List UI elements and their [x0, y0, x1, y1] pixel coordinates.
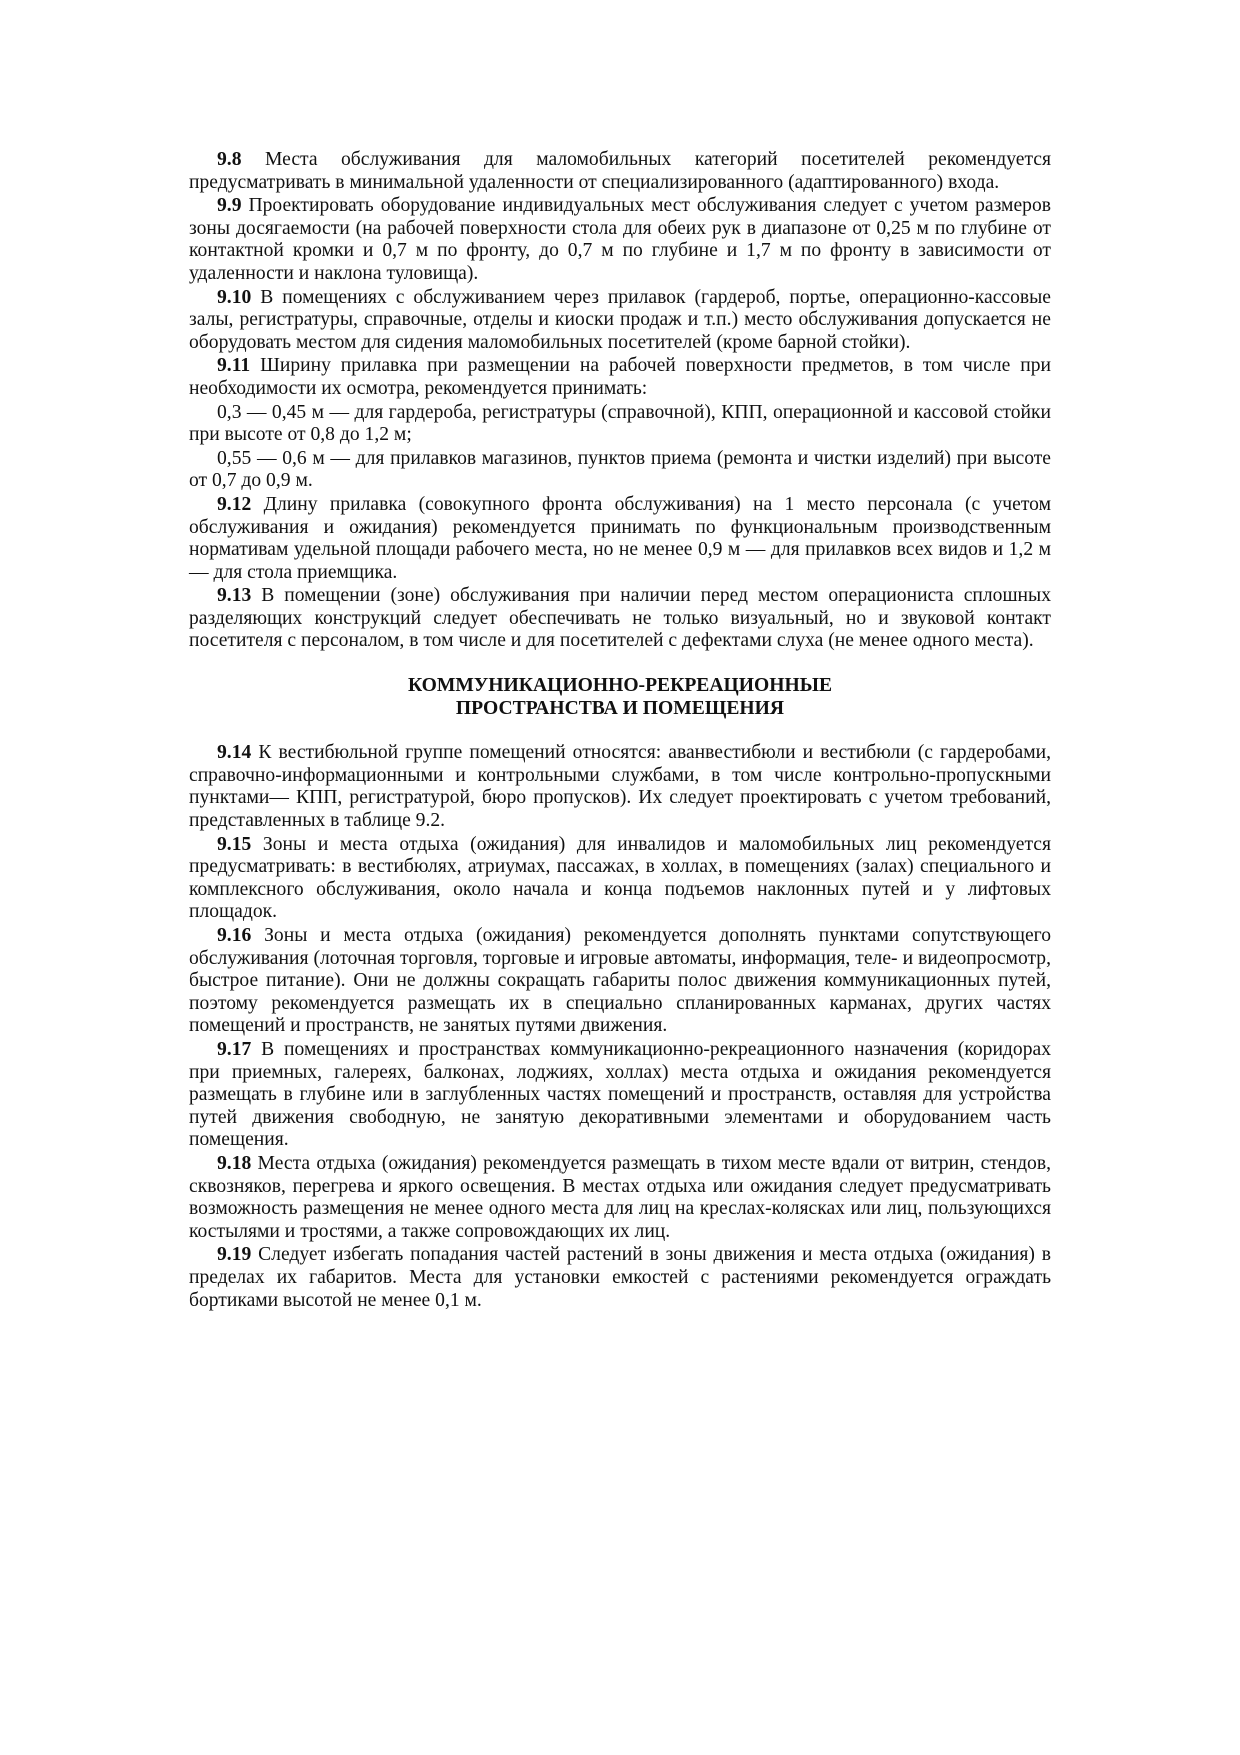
clause-text: Следует избегать попадания частей растений в зоны движения и места отдыха (ожидания) в пределах их габаритов. Места для установки емкостей с растениями рекомендуется ограждать бортиками высотой не менее 0,1 м.: [189, 1244, 1051, 1311]
clause-text: Проектировать оборудование индивидуальных мест обслуживания следует с учетом размеров зоны досягаемости (на рабочей поверхности стола для обеих рук в диапазоне от 0,25 м по глубине от контактной кромки и 0,7 м по фронту, до 0,7 м по глубине и 1,7 м по фронту в зависимости от удаленности и наклона туловища).: [189, 195, 1051, 284]
clause-number: 9.14: [217, 742, 252, 764]
paragraph-9-8: [189, 149, 1051, 194]
section-spacer: [189, 654, 1051, 675]
clause-text: В помещениях с обслуживанием через прилавок (гардероб, портье, операционно-кассовые залы, регистратуры, справочные, отделы и киоски продаж и т.п.) место обслуживания допускается не оборудовать местом для сидения маломобильных посетителей (кроме барной стойки).: [189, 286, 1051, 353]
section-heading-line-2: ПРОСТРАНСТВА И ПОМЕЩЕНИЯ: [455, 697, 785, 719]
clause-text: Длину прилавка (совокупного фронта обслуживания) на 1 место персонала (с учетом обслуживания и ожидания) рекомендуется принимать по функциональным производственным нормативам удельной площади рабочего места, но не менее 0,9 м — для прилавков всех видов и 1,2 м — для стола приемщика.: [189, 493, 1051, 583]
paragraph-9-16: [189, 925, 1051, 1038]
paragraph-9-12: [189, 494, 1051, 584]
paragraph-9-13: [189, 585, 1051, 653]
paragraph-9-15: [189, 834, 1051, 924]
paragraph-9-9: [189, 195, 1051, 285]
clause-number: 9.12: [217, 493, 252, 515]
clause-text: Места отдыха (ожидания) рекомендуется размещать в тихом месте вдали от витрин, стендов, сквозняков, перегрева и яркого освещения. В местах отдыха или ожидания следует предусматривать возможность размещения не менее одного места для лиц на креслах-колясках или лиц, пользующихся костылями и тростями, а также сопровождающих их лиц.: [189, 1152, 1051, 1242]
clause-text: Зоны и места отдыха (ожидания) для инвалидов и маломобильных лиц рекомендуется предусматривать: в вестибюлях, атриумах, пассажах, в холлах, в помещениях (залах) специального и комплексного обслуживания, около начала и конца подъемов наклонных путей и у лифтовых площадок.: [189, 833, 1051, 923]
clause-number: 9.18: [217, 1152, 252, 1174]
section-spacer: [189, 720, 1051, 742]
clause-number: 9.11: [217, 355, 251, 377]
clause-number: 9.9: [217, 195, 242, 217]
clause-number: 9.15: [217, 833, 252, 855]
clause-text: В помещении (зоне) обслуживания при наличии перед местом операциониста сплошных разделяющих конструкций следует обеспечивать не только визуальный, но и звуковой контакт посетителя с персоналом, в том числе и для посетителей с дефектами слуха (не менее одного места).: [189, 585, 1051, 652]
clause-text: 0,3 — 0,45 м — для гардероба, регистратуры (справочной), КПП, операционной и кассовой стойки при высоте от 0,8 до 1,2 м;: [189, 401, 1051, 446]
paragraph-9-17: [189, 1039, 1051, 1152]
clause-text: К вестибюльной группе помещений относятся: аванвестибюли и вестибюли (с гардеробами, справочно-информационными и контрольными службами, в том числе контрольно-пропускными пунктами— КПП, регистратурой, бюро пропусков). Их следует проектировать с учетом требований, представленных в таблице 9.2.: [189, 742, 1051, 832]
paragraph-9-11-item-2: [189, 448, 1051, 493]
clause-text: В помещениях и пространствах коммуникационно-рекреационного назначения (коридорах при приемных, галереях, балконах, лоджиях, холлах) места отдыха и ожидания рекомендуется размещать в глубине или в заглубленных частях помещений и пространств, оставляя для устройства путей движения свободную, не занятую декоративными элементами и оборудованием часть помещения.: [189, 1038, 1051, 1151]
clause-number: 9.13: [217, 585, 252, 607]
paragraph-9-14: [189, 742, 1051, 832]
section-heading-line-1: КОММУНИКАЦИОННО-РЕКРЕАЦИОННЫЕ: [407, 675, 833, 697]
clause-number: 9.16: [217, 925, 252, 946]
clause-text: Зоны и места отдыха (ожидания) рекомендуется дополнять пунктами сопутствующего обслуживания (лоточная торговля, торговые и игровые автоматы, информация, теле- и видеопросмотр, быстрое питание). Они не должны сокращать габариты полос движения коммуникационных путей, поэтому рекомендуется размещать их в специально спланированных карманах, других частях помещений и пространств, не занятых путями движения.: [189, 925, 1051, 1037]
paragraph-9-11: [189, 355, 1051, 400]
clause-number: 9.19: [217, 1244, 252, 1266]
paragraph-9-18: [189, 1153, 1051, 1243]
clause-number: 9.8: [217, 149, 242, 170]
clause-text: Места обслуживания для маломобильных категорий посетителей рекомендуется предусматривать в минимальной удаленности от специализированного (адаптированного) входа.: [189, 149, 1051, 193]
paragraph-9-19: [189, 1244, 1051, 1312]
clause-number: 9.10: [217, 286, 252, 308]
paragraph-9-11-item-1: [189, 402, 1051, 447]
clause-text: 0,55 — 0,6 м — для прилавков магазинов, пунктов приема (ремонта и чистки изделий) при высоте от 0,7 до 0,9 м.: [189, 447, 1051, 492]
clause-text: Ширину прилавка при размещении на рабочей поверхности предметов, в том числе при необходимости их осмотра, рекомендуется принимать:: [189, 355, 1051, 399]
clause-number: 9.17: [217, 1038, 252, 1060]
paragraph-9-10: [189, 287, 1051, 355]
